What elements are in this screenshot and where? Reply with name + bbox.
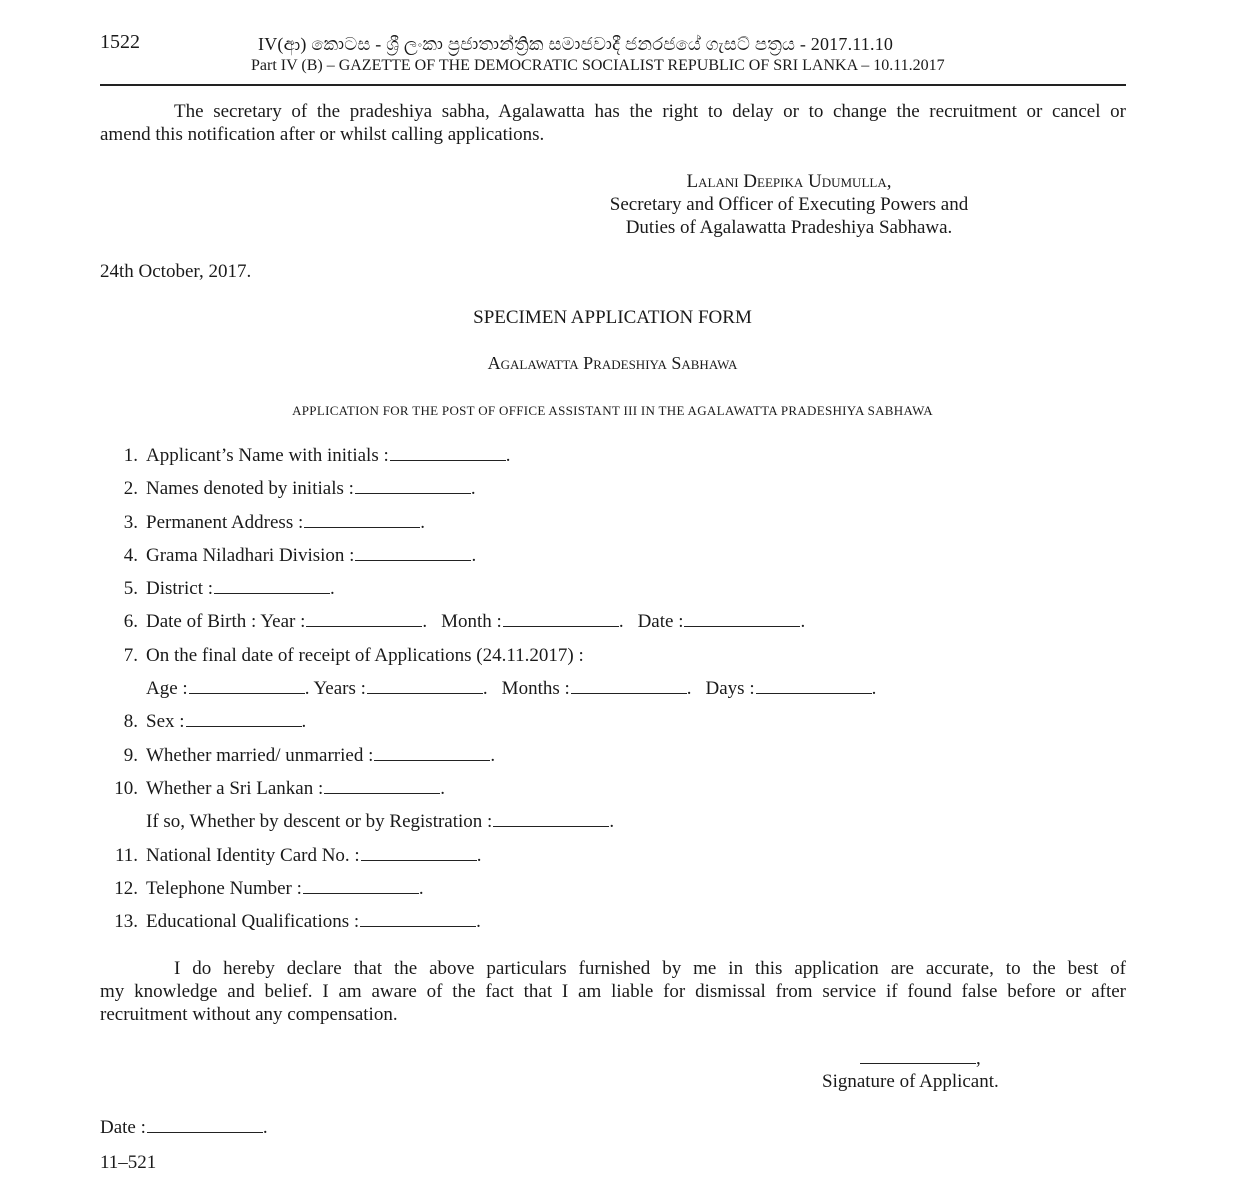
blank-field[interactable]: [493, 813, 609, 827]
form-item-permanent-address: [100, 511, 1100, 544]
period: .: [440, 777, 446, 799]
period: .: [470, 478, 476, 500]
form-item-age: [100, 677, 1100, 710]
form-item-education: [100, 910, 1100, 943]
period: .: [800, 611, 806, 633]
item-label: Grama Niladhari Division :: [146, 544, 355, 566]
period: .: [304, 678, 310, 700]
form-item-applicant-name: [100, 444, 1100, 477]
form-item-telephone: [100, 877, 1100, 910]
intro-paragraph: [100, 100, 1126, 146]
signature-comma: ,: [976, 1048, 981, 1069]
blank-field[interactable]: [360, 913, 476, 927]
blank-field[interactable]: [214, 580, 330, 594]
item-number: 12.: [114, 877, 138, 899]
blank-field-days[interactable]: [756, 680, 872, 694]
item-label: Applicant’s Name with initials :: [146, 445, 389, 466]
period: .: [471, 544, 477, 566]
blank-field-years[interactable]: [367, 680, 483, 694]
item-number: 9.: [123, 744, 138, 766]
form-title: SPECIMEN APPLICATION FORM: [473, 307, 752, 328]
header-rule: [100, 84, 1126, 86]
notice-number: 11–521: [100, 1152, 157, 1173]
item-number: 6.: [123, 611, 138, 633]
form-item-sri-lankan: [100, 777, 1100, 810]
header-sinhala-title: IV(ආ) කොටස - ශ්‍රී ලංකා ප්‍රජාතාන්ත්‍රික සමාජවාදී ජනරජයේ ගැසට් පත්‍රය - 2017.11.10: [258, 34, 894, 54]
period: .: [490, 744, 496, 766]
period: .: [476, 911, 481, 933]
form-item-district: [100, 577, 1100, 610]
form-item-marital-status: [100, 744, 1100, 777]
item-label: Telephone Number :: [146, 877, 302, 899]
period: .: [609, 811, 615, 833]
application-form-items: [100, 444, 1100, 943]
date-label: Date :: [637, 611, 684, 633]
signatory-block: [560, 170, 1018, 239]
signatory-title-1: Secretary and Officer of Executing Powers and: [609, 194, 969, 215]
period: .: [301, 711, 307, 733]
period: .: [476, 844, 482, 866]
period: .: [686, 678, 692, 700]
item-number: 11.: [114, 844, 138, 866]
blank-field[interactable]: [355, 480, 471, 494]
blank-field[interactable]: [374, 747, 490, 761]
notice-date: 24th October, 2017.: [100, 261, 252, 282]
age-label: Age :: [146, 678, 188, 700]
blank-field[interactable]: [355, 547, 471, 561]
period: .: [618, 611, 624, 633]
item-number: 1.: [123, 445, 138, 466]
item-number: 2.: [123, 478, 138, 500]
period: .: [422, 611, 428, 633]
blank-field[interactable]: [390, 447, 506, 461]
form-item-sex: [100, 710, 1100, 743]
item-label: Names denoted by initials :: [146, 478, 354, 500]
item-label: Permanent Address :: [146, 511, 304, 533]
item-number: 8.: [123, 711, 138, 733]
form-subtitle: APPLICATION FOR THE POST OF OFFICE ASSISTANT III IN THE AGALAWATTA PRADESHIYA SABHAWA: [292, 403, 933, 418]
blank-field-age[interactable]: [189, 680, 305, 694]
item-number: 7.: [123, 644, 138, 666]
form-item-nic: [100, 844, 1100, 877]
signature-blank[interactable]: [860, 1050, 976, 1064]
blank-field-date[interactable]: [147, 1119, 263, 1133]
period: .: [505, 445, 511, 466]
item-number: 5.: [123, 578, 138, 600]
signatory-title-2: Duties of Agalawatta Pradeshiya Sabhawa.: [625, 217, 953, 238]
item-number: 13.: [114, 911, 138, 933]
signatory-name: Lalani Deepika Udumulla,: [686, 171, 892, 192]
blank-field[interactable]: [324, 780, 440, 794]
date-label: Date :: [100, 1117, 146, 1138]
header-english-title: Part IV (B) – GAZETTE OF THE DEMOCRATIC SOCIALIST REPUBLIC OF SRI LANKA – 10.11.2017: [251, 57, 945, 74]
form-item-date-of-birth: [100, 610, 1100, 643]
item-label: National Identity Card No. :: [146, 844, 360, 866]
intro-line-2: amend this notification after or whilst calling applications.: [100, 124, 545, 145]
blank-field-date[interactable]: [684, 613, 800, 627]
declaration-line-2: my knowledge and belief. I am aware of the fact that I am liable for dismissal from service if found false before or after: [100, 981, 1126, 1002]
period: .: [330, 578, 335, 600]
signature-label: Signature of Applicant.: [822, 1071, 999, 1092]
footer-date: [100, 1117, 268, 1139]
days-label: Days :: [705, 678, 755, 700]
period: .: [418, 877, 424, 899]
item-label: On the final date of receipt of Applications (24.11.2017) :: [146, 644, 584, 666]
page-number: 1522: [100, 31, 140, 53]
declaration-line-3: recruitment without any compensation.: [100, 1004, 398, 1025]
blank-field-year[interactable]: [306, 613, 422, 627]
form-item-final-date: [100, 644, 1100, 677]
form-item-citizenship-type: [100, 810, 1100, 843]
item-number: 3.: [123, 511, 138, 533]
blank-field[interactable]: [304, 514, 420, 528]
blank-field-months[interactable]: [571, 680, 687, 694]
intro-line-1: The secretary of the pradeshiya sabha, Agalawatta has the right to delay or to change the recruitment or cancel or: [174, 101, 1126, 122]
period: .: [420, 511, 426, 533]
blank-field[interactable]: [361, 847, 477, 861]
item-number: 4.: [123, 544, 138, 566]
declaration-line-1: I do hereby declare that the above particulars furnished by me in this application are accurate, to the best of: [174, 958, 1126, 979]
blank-field[interactable]: [186, 713, 302, 727]
months-label: Months :: [501, 678, 570, 700]
item-number: 10.: [114, 777, 138, 799]
form-item-names-denoted: [100, 477, 1100, 510]
years-label: Years :: [313, 678, 366, 700]
item-label: Educational Qualifications :: [146, 911, 360, 933]
blank-field[interactable]: [303, 880, 419, 894]
organization-name: Agalawatta Pradeshiya Sabhawa: [487, 353, 738, 373]
item-label: District :: [146, 578, 214, 600]
item-label: Date of Birth : Year :: [146, 611, 306, 633]
item-label: Sex :: [146, 711, 185, 733]
declaration-paragraph: [100, 957, 1126, 1026]
month-label: Month :: [441, 611, 502, 633]
period: .: [482, 678, 488, 700]
item-label: If so, Whether by descent or by Registration :: [146, 811, 493, 833]
item-label: Whether married/ unmarried :: [146, 744, 374, 766]
signature-field[interactable]: [859, 1048, 981, 1070]
form-item-grama-niladhari: [100, 544, 1100, 577]
blank-field-month[interactable]: [503, 613, 619, 627]
period: .: [262, 1117, 268, 1138]
period: .: [871, 678, 877, 700]
item-label: Whether a Sri Lankan :: [146, 777, 324, 799]
